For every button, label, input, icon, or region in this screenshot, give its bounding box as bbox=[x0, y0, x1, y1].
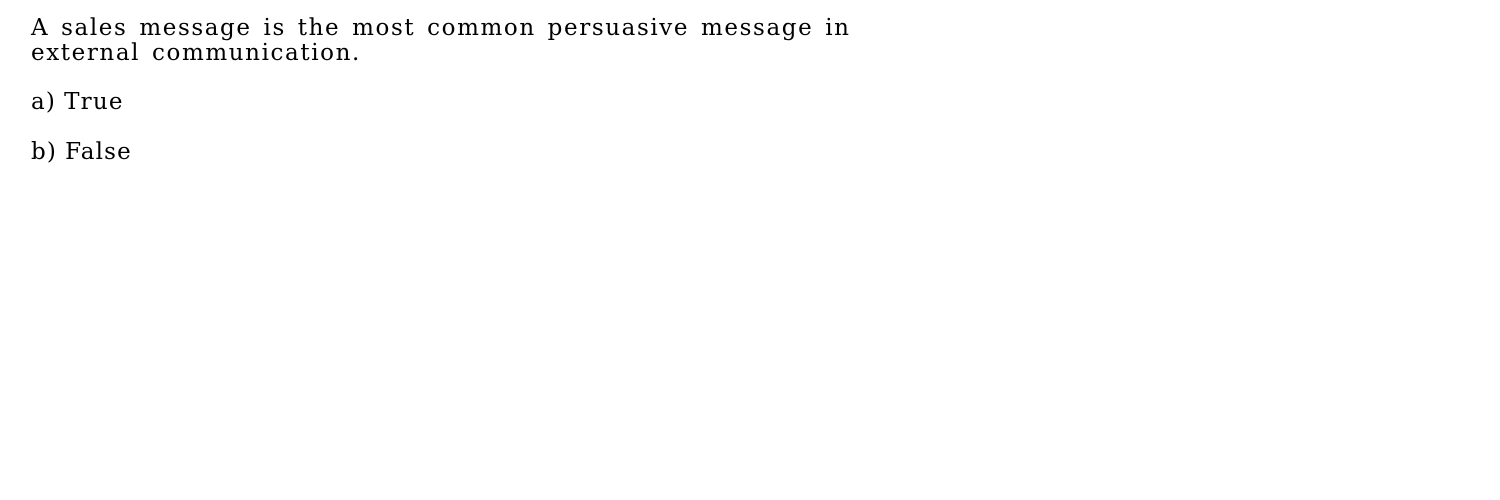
option-marker: a) bbox=[31, 89, 57, 115]
option-false[interactable] bbox=[31, 140, 931, 165]
question-line-1: A sales message is the most common persuasive message in bbox=[31, 15, 851, 41]
option-label: True bbox=[64, 89, 124, 115]
answer-options bbox=[31, 90, 931, 165]
option-label: False bbox=[65, 139, 132, 165]
question-line-2: external communication. bbox=[31, 40, 361, 66]
question-text bbox=[31, 16, 931, 66]
option-marker: b) bbox=[31, 139, 58, 165]
quiz-question-block bbox=[31, 16, 931, 190]
option-true[interactable] bbox=[31, 90, 931, 115]
